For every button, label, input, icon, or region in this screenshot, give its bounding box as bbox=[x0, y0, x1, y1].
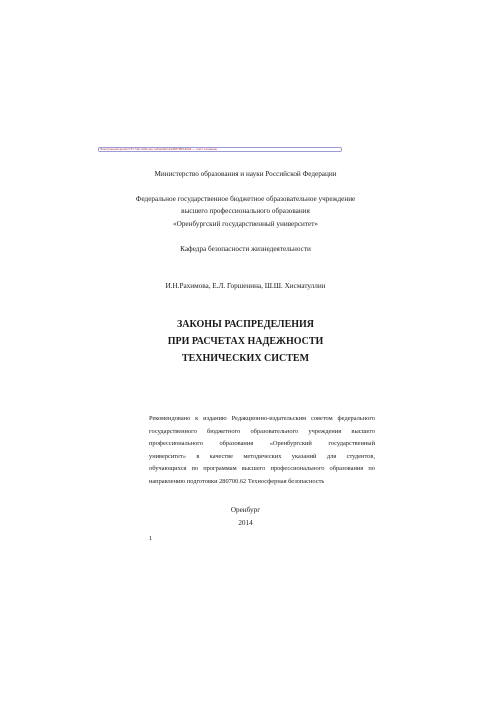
recommendation-line: университет» в качестве методических указаний для студентов, bbox=[149, 452, 375, 460]
recommendation-line: государственного бюджетного образовательного учреждения высшего bbox=[149, 427, 375, 435]
city-line: Оренбург bbox=[230, 506, 261, 514]
recommendation-line: профессионального образования «Оренбургский государственный bbox=[149, 440, 375, 448]
title-line-3: ТЕХНИЧЕСКИХ СИСТЕМ bbox=[181, 353, 310, 364]
department-line: Кафедра безопасности жизнедеятельности bbox=[180, 245, 311, 253]
header-link[interactable]: Электронный архив ОГУ http://elib.osu.ru/handle/123456789/14044 — текст сохранен bbox=[100, 147, 218, 151]
title-line-1: ЗАКОНЫ РАСПРЕДЕЛЕНИЯ bbox=[176, 319, 315, 330]
ministry-line: Министерство образования и науки Российской Федерации bbox=[154, 170, 337, 178]
recommendation-line: обучающихся по программам высшего профессионального образования по bbox=[149, 465, 375, 473]
title-line-2: ПРИ РАСЧЕТАХ НАДЕЖНОСТИ bbox=[167, 336, 324, 347]
institution-line-3: «Оренбургский государственный университет» bbox=[173, 220, 318, 228]
institution-line-1: Федеральное государственное бюджетное образовательное учреждение bbox=[135, 195, 356, 203]
recommendation-paragraph bbox=[149, 413, 375, 489]
recommendation-line: направлению подготовки 280700.62 Техносферная безопасность bbox=[149, 477, 325, 485]
authors-line: И.Н.Рахимова, Е.Л. Горшенина, Ш.Ш. Хисматуллин bbox=[165, 282, 326, 290]
page-number: 1 bbox=[149, 535, 153, 542]
institution-line-2: высшего профессионального образования bbox=[181, 207, 310, 215]
recommendation-line: Рекомендовано к изданию Редакционно-издательским советом федерального bbox=[149, 415, 375, 422]
year-line: 2014 bbox=[238, 519, 253, 527]
